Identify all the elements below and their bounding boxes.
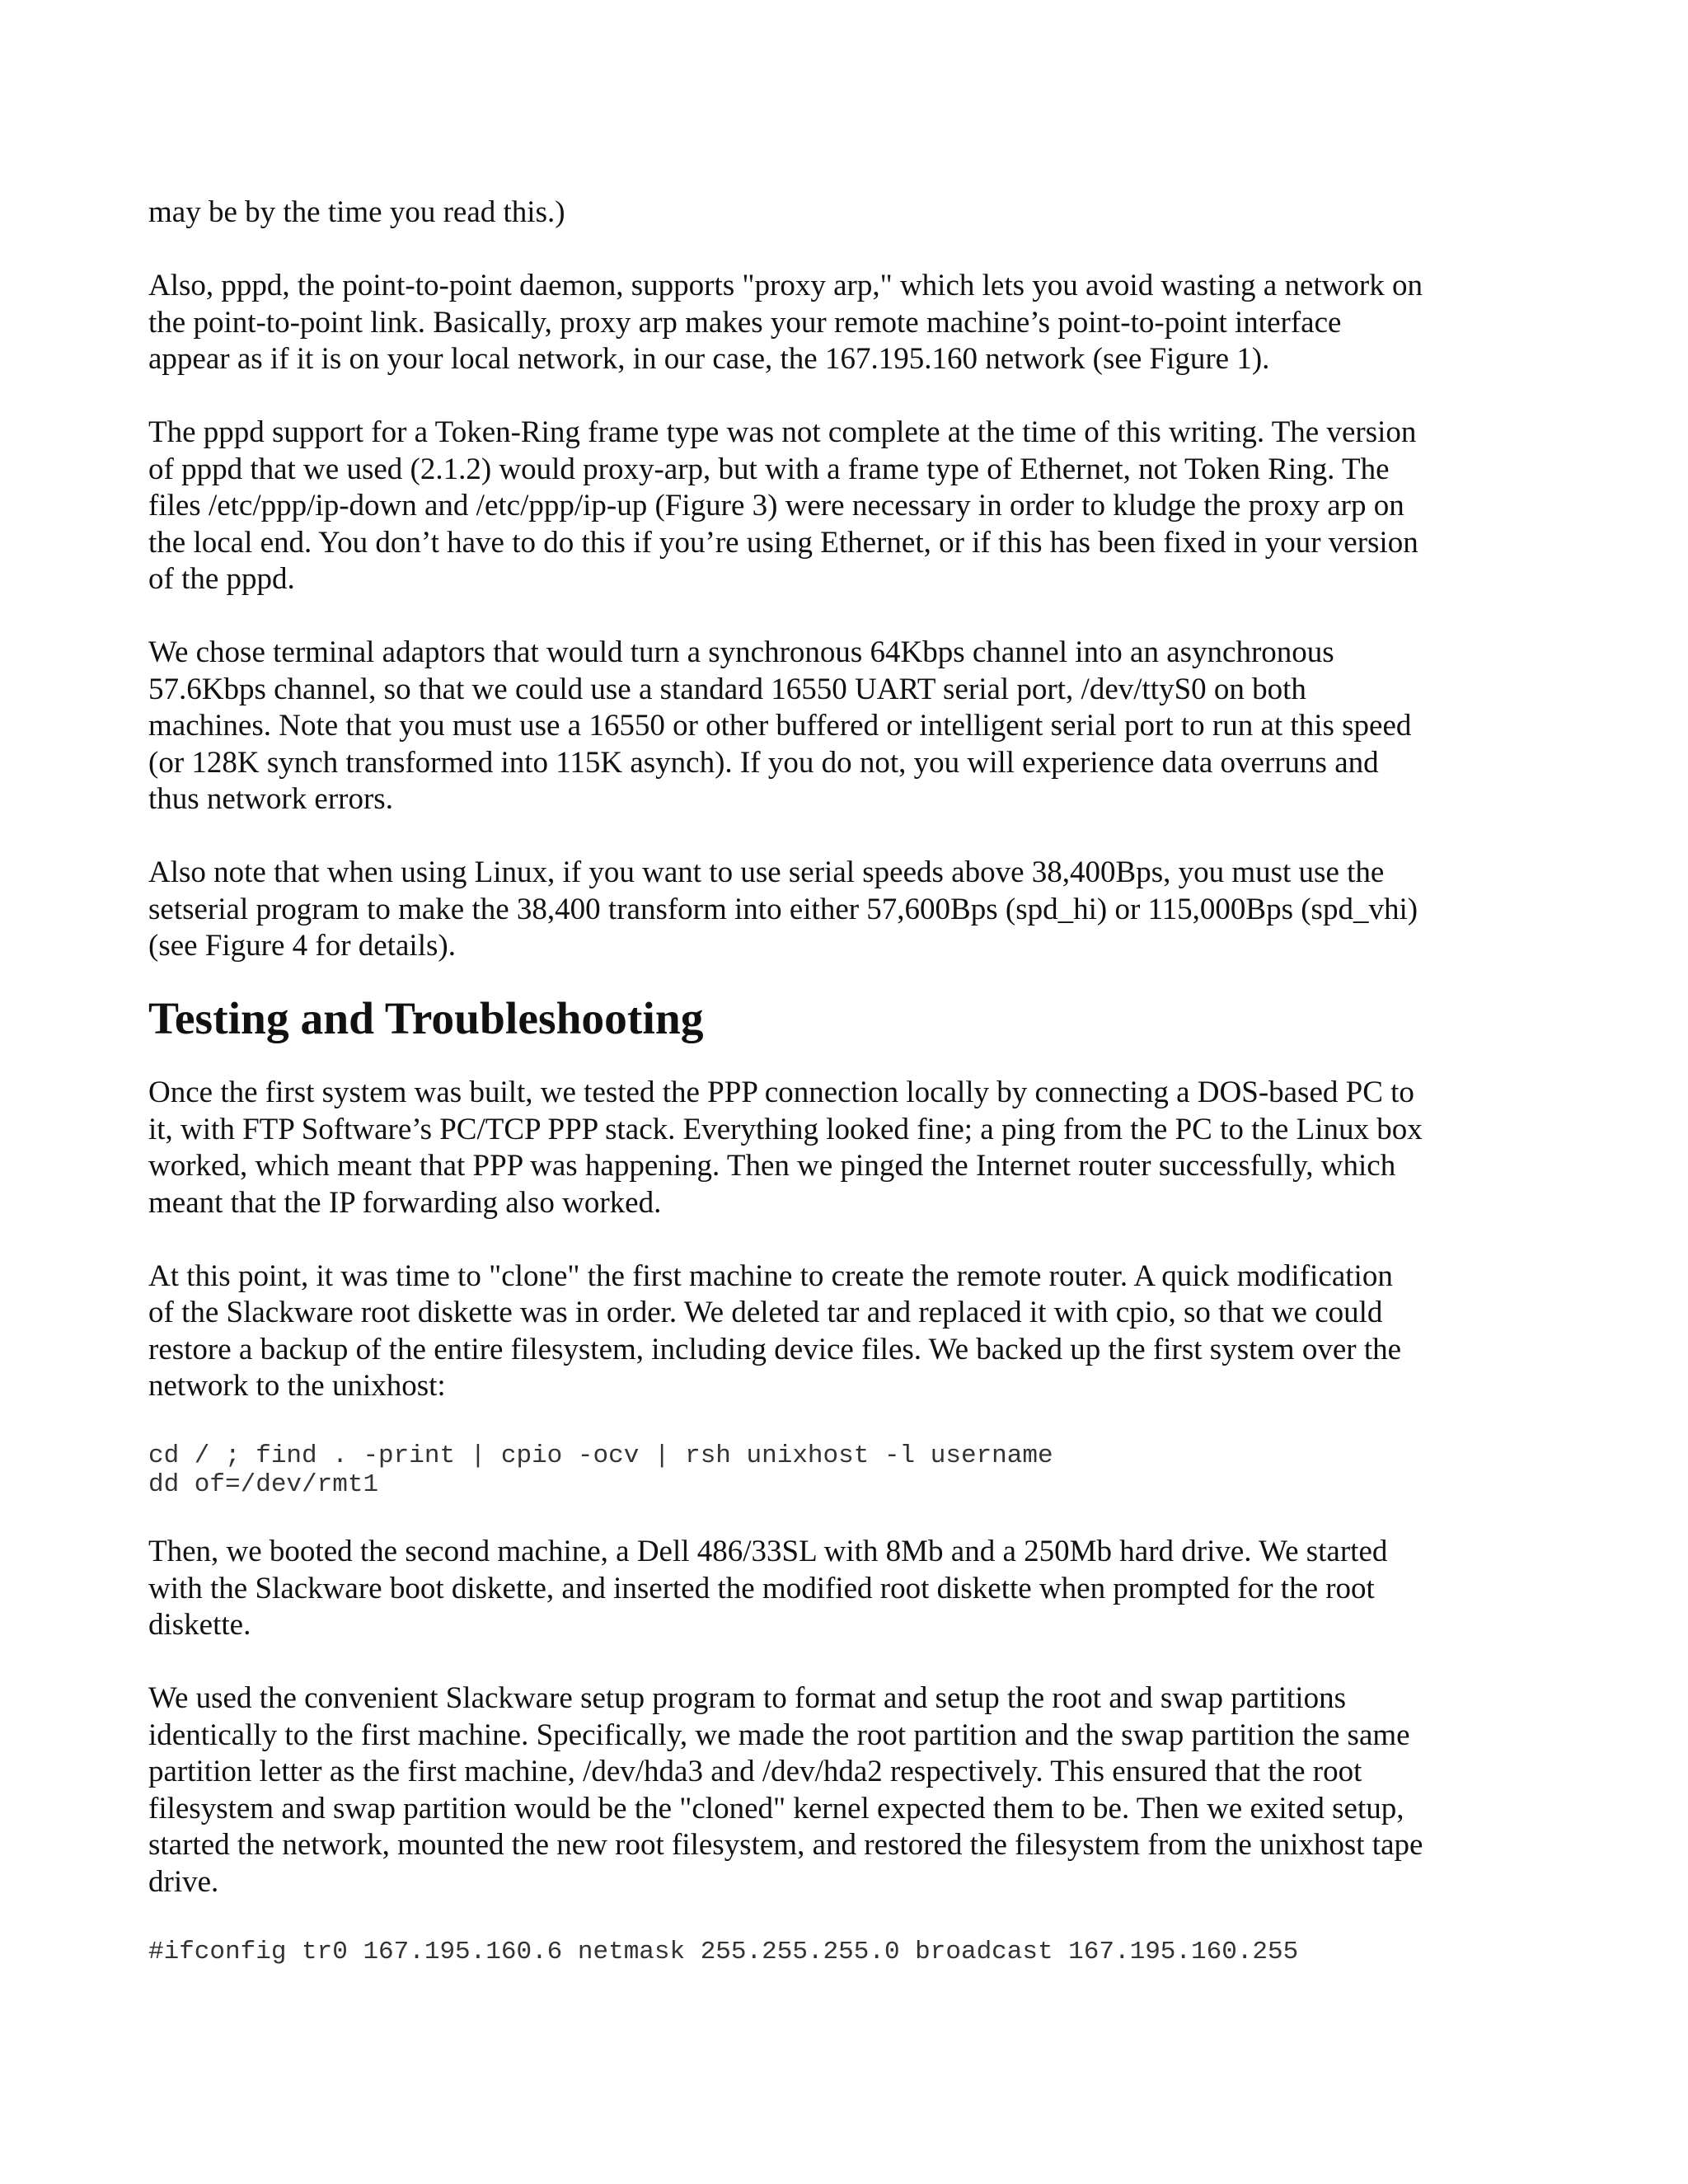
paragraph-second-machine: Then, we booted the second machine, a Dell 486/33SL with 8Mb and a 250Mb hard drive. We started with the Slackware boot diskette, and inserted the modified root diskette when prompted for the root diskette. — [148, 1535, 1388, 1642]
paragraph-token-ring: The pppd support for a Token-Ring frame type was not complete at the time of this writing. The version of pppd that we used (2.1.2) would proxy-arp, but with a frame type of Ethernet, not Token Ring. The files /etc/ppp/ip-down and /etc/ppp/ip-up (Figure 3) were necessary in order to kludge the proxy arp on the local end. You don’t have to do this if you’re using Ethernet, or if this has been fixed in your version of the pppd. — [148, 415, 1418, 596]
paragraph-proxy-arp: Also, pppd, the point-to-point daemon, supports "proxy arp," which lets you avoid wasting a network on the point-to-point link. Basically, proxy arp makes your remote machine’s point-to-point interface appear as if it is on your local network, in our case, the 167.195.160 network (see Figure 1). — [148, 269, 1423, 376]
section-heading-testing: Testing and Troubleshooting — [148, 994, 704, 1044]
code-block-backup: cd / ; find . -print | cpio -ocv | rsh unixhost -l username dd of=/dev/rmt1 — [148, 1441, 1053, 1499]
paragraph-terminal-adaptors: We chose terminal adaptors that would turn a synchronous 64Kbps channel into an asynchronous 57.6Kbps channel, so that we could use a standard 16550 UART serial port, /dev/ttyS0 on both machines. Note that you must use a 16550 or other buffered or intelligent serial port to run at this speed (or 128K synch transformed into 115K asynch). If you do not, you will experience data overruns and thus network errors. — [148, 635, 1412, 816]
paragraph-clone: At this point, it was time to "clone" the first machine to create the remote router. A quick modification of the Slackware root diskette was in order. We deleted tar and replaced it with cpio, so that we could restore a backup of the entire filesystem, including device files. We backed up the first system over the network to the unixhost: — [148, 1258, 1402, 1403]
paragraph-intro: may be by the time you read this.) — [148, 195, 565, 229]
paragraph-setserial: Also note that when using Linux, if you want to use serial speeds above 38,400Bps, you must use the setserial program to make the 38,400 transform into either 57,600Bps (spd_hi) or 115,000Bps (spd_vhi) (see Figure 4 for details). — [148, 855, 1418, 963]
code-block-ifconfig: #ifconfig tr0 167.195.160.6 netmask 255.255.255.0 broadcast 167.195.160.255 — [148, 1937, 1299, 1966]
document-page — [148, 194, 1550, 2001]
paragraph-first-system: Once the first system was built, we tested the PPP connection locally by connecting a DOS-based PC to it, with FTP Software’s PC/TCP PPP stack. Everything looked fine; a ping from the PC to the Linux box worked, which meant that PPP was happening. Then we pinged the Internet router successfully, which meant that the IP forwarding also worked. — [148, 1076, 1423, 1220]
paragraph-setup: We used the convenient Slackware setup program to format and setup the root and swap partitions identically to the first machine. Specifically, we made the root partition and the swap partition the same partition letter as the first machine, /dev/hda3 and /dev/hda2 respectively. This ensured that the root filesystem and swap partition would be the "cloned" kernel expected them to be. Then we exited setup, started the network, mounted the new root filesystem, and restored the filesystem from the unixhost tape drive. — [148, 1681, 1423, 1899]
